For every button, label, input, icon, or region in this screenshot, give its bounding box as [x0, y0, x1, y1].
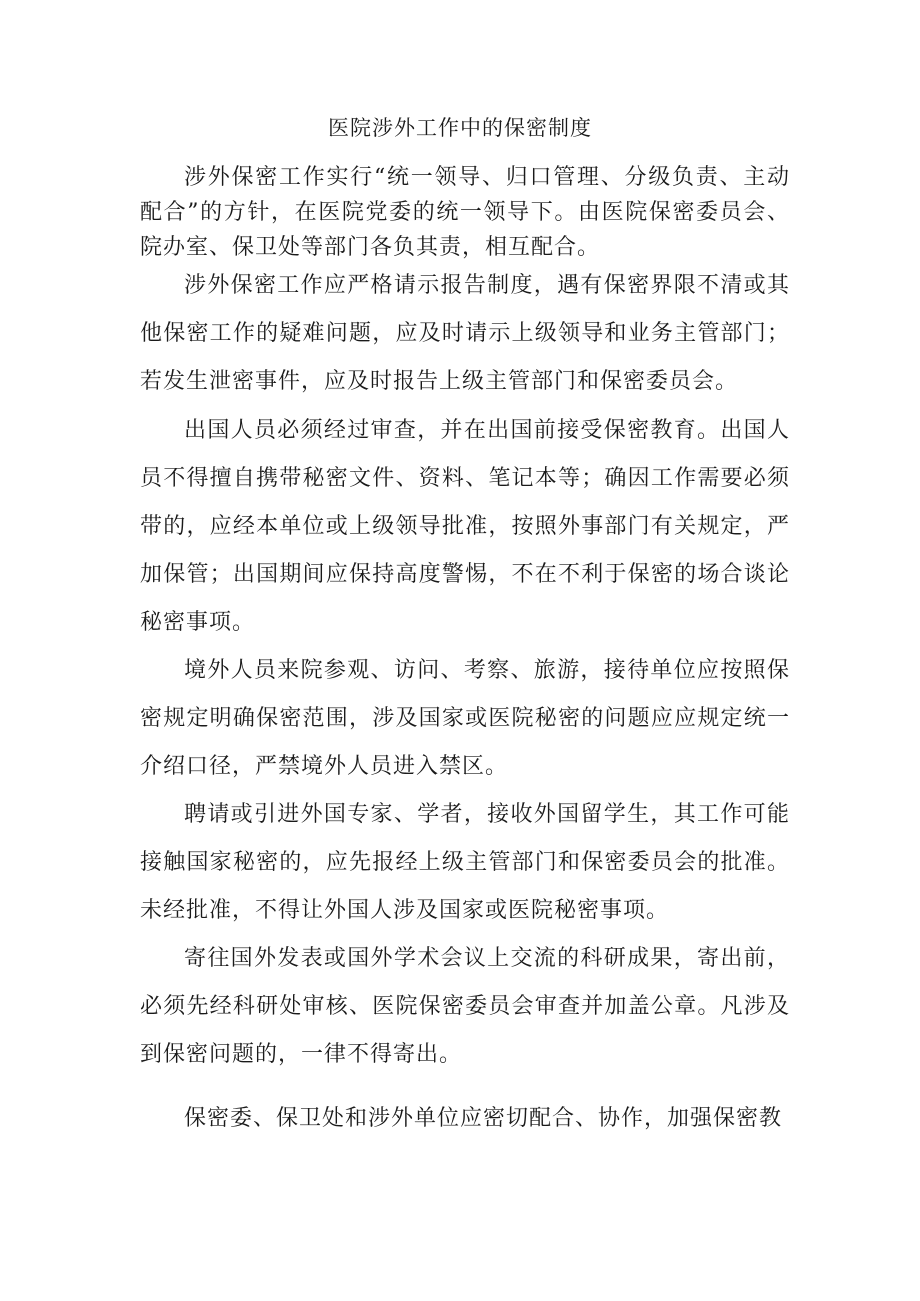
paragraph-3: 出国人员必须经过审查，并在出国前接受保密教育。出国人员不得擅自携带秘密文件、资料、笔记本等；确因工作需要必须带的，应经本单位或上级领导批准，按照外事部门有关规定，严加保管；出国期间应保持高度警惕，不在不利于保密的场合谈论秘密事项。: [140, 418, 790, 635]
document-title: 医院涉外工作中的保密制度: [328, 116, 592, 140]
paragraph-2: 涉外保密工作应严格请示报告制度，遇有保密界限不清或其他保密工作的疑难问题，应及时请示上级领导和业务主管部门；若发生泄密事件，应及时报告上级主管部门和保密委员会。: [140, 273, 790, 394]
paragraph-4: 境外人员来院参观、访问、考察、旅游，接待单位应按照保密规定明确保密范围，涉及国家或医院秘密的问题应应规定统一介绍口径，严禁境外人员进入禁区。: [140, 658, 790, 779]
paragraph-5: 聘请或引进外国专家、学者，接收外国留学生，其工作可能接触国家秘密的，应先报经上级主管部门和保密委员会的批准。未经批准，不得让外国人涉及国家或医院秘密事项。: [140, 802, 790, 923]
paragraph-1: 涉外保密工作实行“统一领导、归口管理、分级负责、主动配合”的方针，在医院党委的统一领导下。由医院保密委员会、院办室、保卫处等部门各负其责，相互配合。: [140, 165, 790, 260]
paragraph-6: 寄往国外发表或国外学术会议上交流的科研成果，寄出前，必须先经科研处审核、医院保密委员会审查并加盖公章。凡涉及到保密问题的，一律不得寄出。: [140, 946, 790, 1067]
paragraph-7: 保密委、保卫处和涉外单位应密切配合、协作，加强保密教: [184, 1106, 783, 1131]
